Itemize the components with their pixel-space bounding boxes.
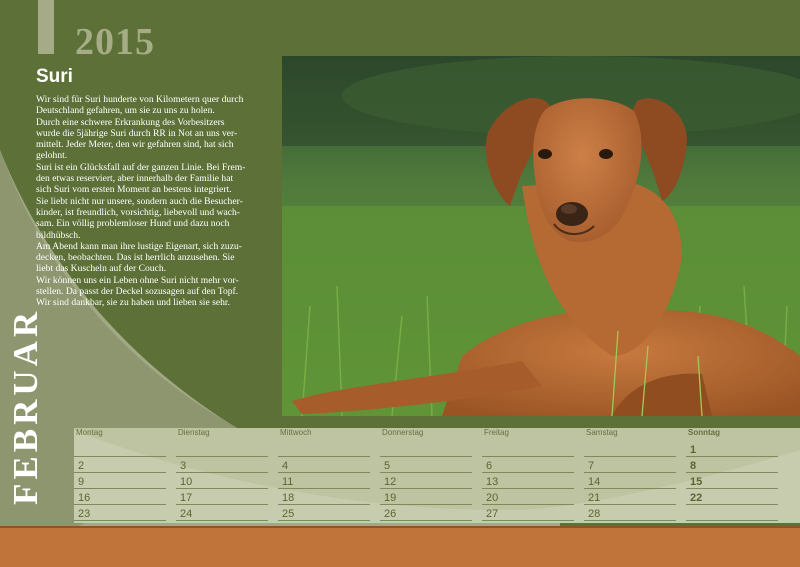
calendar-date: 6 [486, 460, 493, 472]
calendar-date: 27 [486, 508, 499, 520]
calendar-date: 4 [282, 460, 289, 472]
calendar-cell [584, 456, 676, 473]
decorative-bar [38, 0, 54, 54]
calendar-date: 8 [690, 460, 697, 472]
calendar-date: 14 [588, 476, 601, 488]
calendar-date: 24 [180, 508, 193, 520]
calendar-cell [584, 488, 676, 505]
story-line: Suri ist ein Glücksfall auf der ganzen Linie. Bei Frem- [36, 161, 246, 173]
story-line: kinder, ist freundlich, vorsichtig, liebevoll und wach- [36, 206, 240, 218]
story-line: den etwas reserviert, aber innerhalb der Familie hat [36, 173, 234, 185]
calendar-cell [74, 456, 166, 473]
calendar-cell [380, 504, 472, 521]
calendar-cell [686, 504, 778, 521]
calendar-grid [74, 428, 800, 523]
day-header: Mittwoch [280, 428, 312, 437]
calendar-date: 19 [384, 492, 397, 504]
year-heading: 2015 [75, 21, 155, 63]
story-line: mittelt. Jeder Meter, den wir gefahren sind, hat sich [36, 139, 234, 151]
calendar-cell [176, 456, 268, 473]
story-line: Am Abend kann man ihre lustige Eigenart, sich zuzu- [36, 240, 242, 252]
calendar-date: 5 [384, 460, 391, 472]
calendar-cell [686, 472, 778, 489]
day-header: Montag [76, 428, 103, 437]
calendar-date: 15 [690, 476, 703, 488]
calendar-cell [482, 456, 574, 473]
story-line: Wir können uns ein Leben ohne Suri nicht mehr vor- [36, 274, 239, 286]
calendar-date: 28 [588, 508, 601, 520]
dog-photo [282, 56, 800, 416]
story-line: Wir sind für Suri hunderte von Kilometern quer durch [36, 94, 244, 105]
calendar-cell [584, 472, 676, 489]
story-line: wurde die 5jährige Suri durch RR in Not an uns ver- [36, 127, 238, 139]
calendar-date: 22 [690, 492, 703, 504]
calendar-cell [278, 440, 370, 457]
calendar-date: 18 [282, 492, 295, 504]
calendar-date: 25 [282, 508, 295, 520]
calendar-cell [74, 472, 166, 489]
calendar-cell [482, 488, 574, 505]
story-line: sich Suri vom ersten Moment an bestens integriert. [36, 184, 232, 196]
calendar-cell [686, 440, 778, 457]
calendar-cell [380, 440, 472, 457]
calendar-cell [74, 440, 166, 457]
story-line: Durch eine schwere Erkrankung des Vorbesitzers [36, 116, 225, 128]
calendar-date: 7 [588, 460, 595, 472]
month-label: FEBRUAR [6, 307, 45, 505]
calendar-cell [686, 488, 778, 505]
story-line: sam. Ein völlig problemloser Hund und dazu noch [36, 218, 230, 230]
day-header: Sonntag [688, 428, 720, 437]
story-text [36, 94, 264, 309]
calendar-cell [176, 440, 268, 457]
day-header: Samstag [586, 428, 618, 437]
calendar-date: 26 [384, 508, 397, 520]
calendar-cell [278, 488, 370, 505]
calendar-cell [686, 456, 778, 473]
story-line: bildhübsch. [36, 229, 81, 241]
story-line: decken, beobachten. Das ist herrlich anzusehen. Sie [36, 252, 235, 264]
calendar-cell [482, 472, 574, 489]
calendar-date: 3 [180, 460, 187, 472]
calendar-cell [380, 488, 472, 505]
story-line: stellen. Da passt der Deckel sozusagen auf den Topf. [36, 286, 239, 298]
story-title: Suri [36, 66, 73, 87]
calendar-cell [380, 456, 472, 473]
calendar-date: 11 [282, 476, 294, 488]
calendar-cell [584, 504, 676, 521]
story-line: liebt das Kuscheln auf der Couch. [36, 263, 167, 275]
calendar-cell [482, 440, 574, 457]
calendar-date: 17 [180, 492, 193, 504]
story-line: Wir sind dankbar, sie zu haben und lieben sie sehr. [36, 297, 230, 309]
calendar-cell [584, 440, 676, 457]
calendar-cell [176, 504, 268, 521]
calendar-date: 21 [588, 492, 601, 504]
calendar-date: 20 [486, 492, 499, 504]
bottom-band [0, 528, 800, 567]
calendar-cell [380, 472, 472, 489]
calendar-cell [176, 472, 268, 489]
calendar-date: 1 [690, 444, 697, 456]
story-line: Sie liebt nicht nur unsere, sondern auch die Besucher- [36, 195, 243, 207]
calendar-cell [74, 504, 166, 521]
day-header: Donnerstag [382, 428, 424, 437]
calendar-date: 2 [78, 460, 85, 472]
story-line: Deutschland gefahren, um sie zu uns zu holen. [36, 105, 215, 117]
calendar-date: 12 [384, 476, 397, 488]
calendar-cell [278, 472, 370, 489]
calendar-date: 23 [78, 508, 91, 520]
calendar-cell [482, 504, 574, 521]
calendar-cell [74, 488, 166, 505]
calendar-cell [278, 456, 370, 473]
day-header: Dienstag [178, 428, 210, 437]
calendar-cell [278, 504, 370, 521]
calendar-date: 13 [486, 476, 499, 488]
calendar-date: 9 [78, 476, 85, 488]
calendar-date: 16 [78, 492, 91, 504]
calendar-date: 10 [180, 476, 193, 488]
day-header: Freitag [484, 428, 509, 437]
story-line: gelohnt. [36, 150, 68, 162]
calendar-cell [176, 488, 268, 505]
